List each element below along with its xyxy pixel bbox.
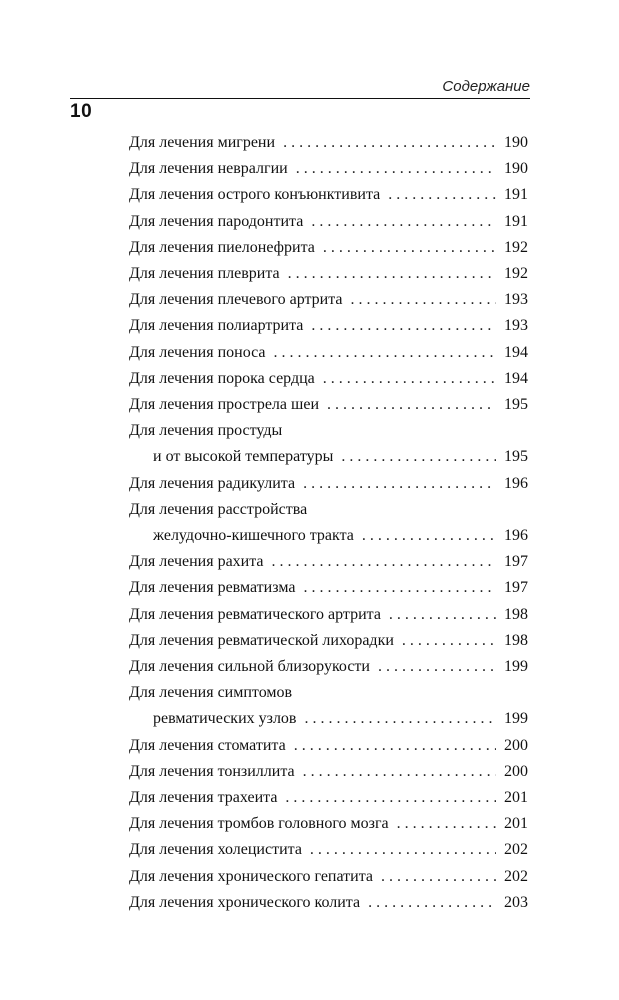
toc-entry-page: 197 (504, 579, 528, 597)
toc-entry-title: Для лечения сильной близорукости (129, 658, 370, 676)
toc-entry-title: Для лечения рахита (129, 553, 264, 571)
toc-entry-title: Для лечения прострела шеи (129, 396, 319, 414)
toc-entry (129, 497, 528, 549)
toc-entry-continuation: желудочно-кишечного тракта (153, 527, 354, 545)
dot-leader (283, 130, 496, 156)
dot-leader (310, 837, 496, 863)
toc-entry (129, 837, 528, 863)
toc-entry-title: Для лечения хронического гепатита (129, 867, 374, 885)
toc-entry (129, 890, 528, 916)
toc-entry-title: Для лечения радикулита (129, 474, 296, 492)
dot-leader (274, 340, 497, 366)
toc-entry-title: Для лечения острого конъюнктивита (129, 186, 381, 204)
toc-entry (129, 575, 528, 601)
toc-entry-page: 191 (504, 186, 528, 204)
dot-leader (381, 864, 496, 890)
toc-entry-title: Для лечения пародонтита (129, 212, 304, 230)
toc-entry-continuation-line (129, 706, 528, 732)
toc-entry (129, 471, 528, 497)
toc-entry-page: 193 (504, 317, 528, 335)
toc-entry (129, 628, 528, 654)
dot-leader (327, 392, 496, 418)
dot-leader (368, 890, 496, 916)
toc-entry-page: 193 (504, 291, 528, 309)
toc-entry-title: Для лечения порока сердца (129, 369, 315, 387)
toc-entry-page: 194 (504, 369, 528, 387)
toc-entry-title: Для лечения невралгии (129, 160, 288, 178)
toc-entry-title: Для лечения плечевого артрита (129, 291, 343, 309)
toc-entry-title: Для лечения тромбов головного мозга (129, 815, 389, 833)
dot-leader (304, 706, 496, 732)
toc-entry (129, 235, 528, 261)
toc-entry-page: 203 (504, 893, 528, 911)
toc-entry (129, 418, 528, 470)
toc-entry-page: 190 (504, 134, 528, 151)
dot-leader (351, 287, 496, 313)
toc-entry-page: 199 (504, 710, 528, 728)
toc-entry-title: Для лечения расстройства (129, 500, 308, 518)
toc-entry (129, 366, 528, 392)
dot-leader (303, 575, 496, 601)
toc-entry (129, 209, 528, 235)
toc-entry (129, 680, 528, 732)
dot-leader (362, 523, 496, 549)
toc-entry-title: Для лечения тонзиллита (129, 762, 295, 780)
header-rule (70, 98, 530, 99)
toc-entry-page: 198 (504, 605, 528, 623)
toc-entry-page: 201 (504, 815, 528, 833)
toc-entry-continuation-line (129, 523, 528, 549)
toc-entry-title: Для лечения трахеита (129, 789, 278, 807)
toc-entry-page: 200 (504, 762, 528, 780)
toc-entry (129, 654, 528, 680)
table-of-contents (129, 130, 528, 916)
dot-leader (272, 549, 496, 575)
toc-entry (129, 340, 528, 366)
toc-entry-page: 202 (504, 867, 528, 885)
toc-entry-page: 195 (504, 448, 528, 466)
dot-leader (294, 733, 496, 759)
toc-entry (129, 733, 528, 759)
toc-entry-page: 195 (504, 396, 528, 414)
toc-entry (129, 549, 528, 575)
dot-leader (378, 654, 496, 680)
toc-entry (129, 156, 528, 182)
toc-entry-page: 200 (504, 736, 528, 754)
dot-leader (341, 444, 496, 470)
toc-entry-title: Для лечения ревматического артрита (129, 605, 381, 623)
toc-entry-page: 194 (504, 343, 528, 361)
toc-entry (129, 287, 528, 313)
dot-leader (323, 235, 496, 261)
toc-entry-page: 197 (504, 553, 528, 571)
dot-leader (285, 785, 496, 811)
dot-leader (311, 313, 496, 339)
dot-leader (402, 628, 496, 654)
dot-leader (303, 759, 496, 785)
toc-entry-title: Для лечения полиартрита (129, 317, 304, 335)
toc-entry-title: Для лечения поноса (129, 343, 266, 361)
toc-entry-page: 196 (504, 474, 528, 492)
toc-entry-page: 198 (504, 631, 528, 649)
toc-entry-continuation: ревматических узлов (153, 710, 297, 728)
toc-entry-title: Для лечения симптомов (129, 684, 293, 702)
toc-entry-title: Для лечения плеврита (129, 265, 280, 283)
toc-entry-continuation: и от высокой температуры (153, 448, 334, 466)
toc-entry-title: Для лечения стоматита (129, 736, 286, 754)
toc-entry (129, 602, 528, 628)
toc-entry-page: 191 (504, 212, 528, 230)
running-title: Содержание (442, 78, 530, 95)
dot-leader (388, 182, 496, 208)
toc-entry-page: 190 (504, 160, 528, 178)
toc-entry-page: 192 (504, 238, 528, 256)
toc-entry (129, 182, 528, 208)
toc-entry-page: 199 (504, 658, 528, 676)
dot-leader (303, 471, 496, 497)
dot-leader (323, 366, 496, 392)
toc-entry-title: Для лечения пиелонефрита (129, 238, 315, 256)
toc-entry (129, 864, 528, 890)
page-number: 10 (70, 101, 93, 122)
dot-leader (296, 156, 496, 182)
toc-entry-page: 201 (504, 789, 528, 807)
dot-leader (397, 811, 496, 837)
toc-entry (129, 759, 528, 785)
dot-leader (311, 209, 496, 235)
toc-entry-title: Для лечения ревматизма (129, 579, 296, 597)
toc-entry (129, 785, 528, 811)
dot-leader (288, 261, 496, 287)
toc-entry-title: Для лечения мигрени (129, 134, 276, 151)
toc-entry-title: Для лечения хронического колита (129, 893, 361, 911)
dot-leader (389, 602, 496, 628)
toc-entry-title: Для лечения холецистита (129, 841, 302, 859)
toc-entry-page: 196 (504, 527, 528, 545)
toc-entry (129, 313, 528, 339)
toc-entry (129, 130, 528, 156)
toc-entry (129, 811, 528, 837)
toc-entry-title: Для лечения простуды (129, 422, 283, 440)
toc-entry (129, 261, 528, 287)
toc-entry (129, 392, 528, 418)
toc-entry-page: 202 (504, 841, 528, 859)
toc-entry-title: Для лечения ревматической лихорадки (129, 631, 394, 649)
toc-entry-continuation-line (129, 444, 528, 470)
toc-entry-page: 192 (504, 265, 528, 283)
